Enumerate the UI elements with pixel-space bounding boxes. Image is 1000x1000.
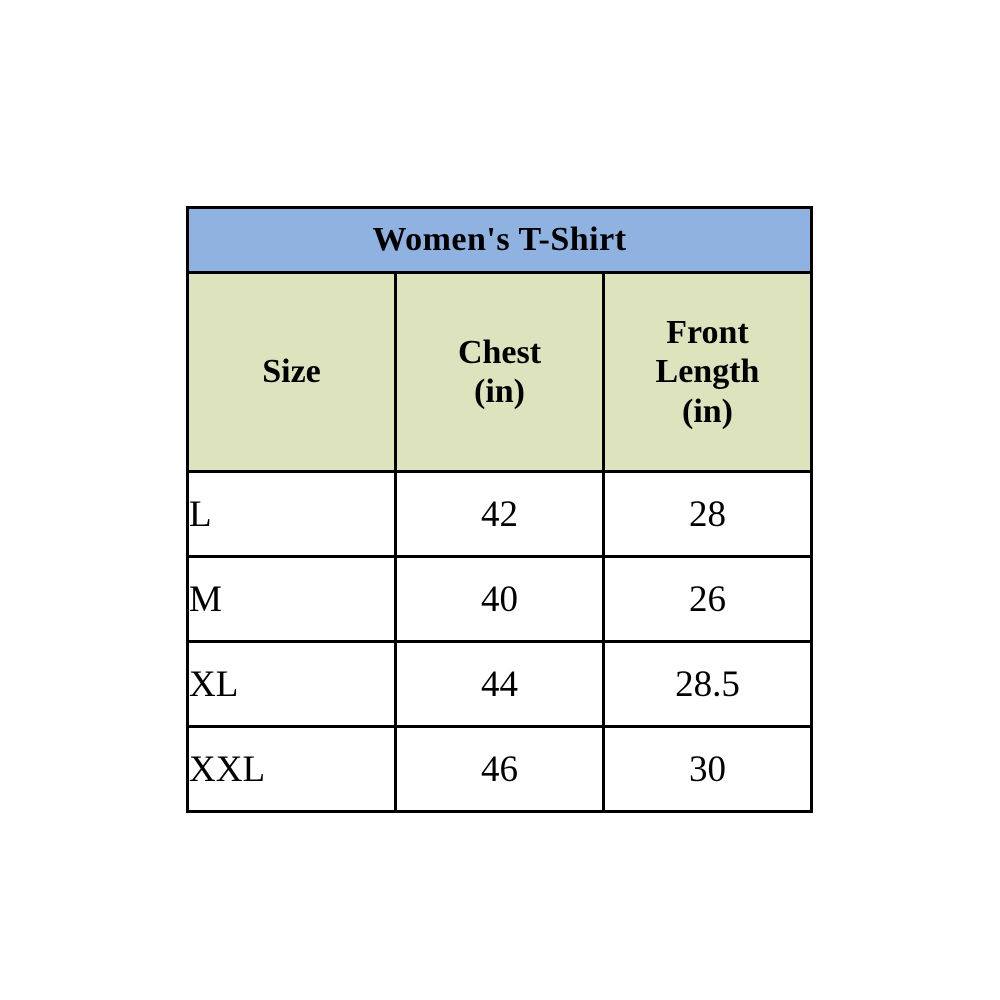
table-row xyxy=(188,557,812,642)
column-header-chest xyxy=(396,273,604,472)
table-row xyxy=(188,727,812,812)
table-row xyxy=(188,472,812,557)
table-title-row xyxy=(188,208,812,273)
column-header-chest-line2: (in) xyxy=(474,373,525,410)
column-header-front-length-line1: Front xyxy=(666,313,749,351)
size-chart-table xyxy=(186,206,813,813)
cell-size: XXL xyxy=(188,727,396,812)
cell-chest: 40 xyxy=(396,557,604,642)
cell-front-length: 28.5 xyxy=(604,642,812,727)
cell-front-length: 30 xyxy=(604,727,812,812)
cell-chest: 46 xyxy=(396,727,604,812)
cell-front-length: 26 xyxy=(604,557,812,642)
column-header-size xyxy=(188,273,396,472)
cell-chest: 42 xyxy=(396,472,604,557)
table-header-row xyxy=(188,273,812,472)
column-header-size-line1: Size xyxy=(262,353,321,391)
cell-size: XL xyxy=(188,642,396,727)
cell-front-length: 28 xyxy=(604,472,812,557)
column-header-front-length-line3: (in) xyxy=(682,392,733,430)
cell-size: M xyxy=(188,557,396,642)
cell-chest: 44 xyxy=(396,642,604,727)
cell-size: L xyxy=(188,472,396,557)
column-header-chest-line1: Chest xyxy=(457,333,542,371)
column-header-front-length-line2: Length xyxy=(655,353,760,391)
table-title: Women's T-Shirt xyxy=(188,208,812,273)
column-header-front-length xyxy=(604,273,812,472)
table-row xyxy=(188,642,812,727)
